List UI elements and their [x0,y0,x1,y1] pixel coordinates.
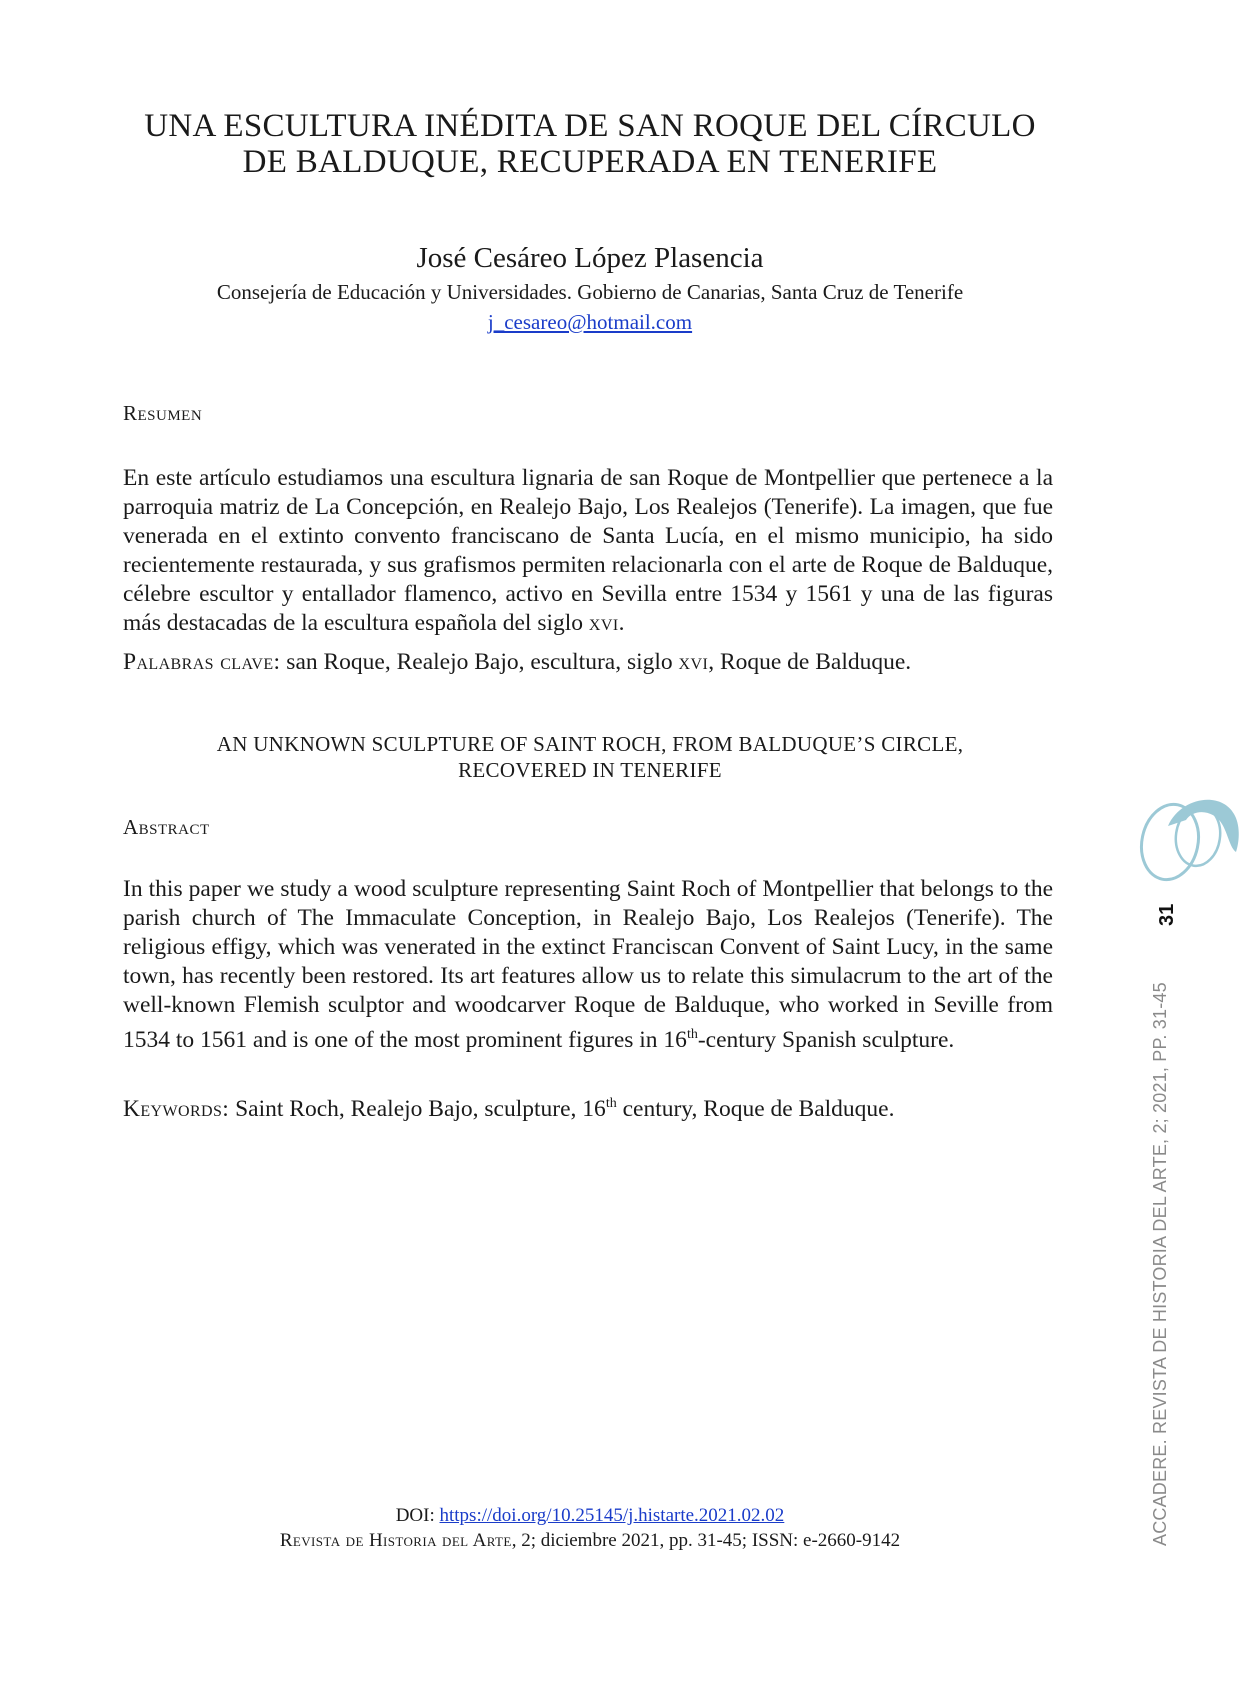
abstract-keywords [123,1089,1053,1124]
abstract-sup: th [686,1027,698,1042]
resumen-body [123,464,1053,638]
page-number: 31 [1156,903,1178,926]
keywords-en-sup: th [605,1096,617,1111]
english-title-line-2: RECOVERED IN TENERIFE [458,758,722,782]
doi-link[interactable]: https://doi.org/10.25145/j.histarte.2021.02.02 [439,1505,785,1526]
abstract-text-end: -century Spanish sculpture. [697,1026,955,1053]
article-title [110,108,1070,180]
journal-logo-icon [1128,790,1240,900]
resumen-keywords [123,648,1053,677]
doi-label: DOI: [395,1505,440,1526]
resumen-text: En este artículo estudiamos una escultura lignaria de san Roque de Montpellier que pertenece a la parroquia matriz de La Concepción, en Realejo Bajo, Los Realejos (Tenerife). La imagen, que fue venerada en el extinto convento franciscano de Santa Lucía, en el mismo municipio, ha sido recientemente restaurada, y sus grafismos permiten relacionarla con el arte de Roque de Balduque, célebre escultor y entallador flamenco, activo en Sevilla entre 1534 y 1561 y una de las figuras más destacadas de la escultura española del siglo [123,465,1053,636]
side-journal-reference: ACCADERE. REVISTA DE HISTORIA DEL ARTE, 2; 2021, PP. 31-45 [1150,982,1170,1546]
keywords-es-post: , Roque de Balduque. [708,649,912,675]
citation-details: , 2; diciembre 2021, pp. 31-45; ISSN: e-2660-9142 [511,1530,901,1551]
author-email [110,310,1070,335]
palabras-clave-label: Palabras clave: [123,649,281,675]
footer-doi [110,1505,1070,1527]
keywords-es-pre: san Roque, Realejo Bajo, escultura, siglo [280,649,679,675]
resumen-heading: Resumen [123,401,203,425]
keywords-label: Keywords: [123,1095,230,1122]
keywords-en-post: century, Roque de Balduque. [616,1095,895,1122]
title-line-2: DE BALDUQUE, RECUPERADA EN TENERIFE [242,144,938,180]
english-title [110,731,1070,783]
resumen-century: xvi [588,610,619,636]
journal-name: Revista de Historia del Arte [279,1530,512,1551]
keywords-es-century: xvi [678,649,709,675]
english-title-line-1: AN UNKNOWN SCULPTURE OF SAINT ROCH, FROM BALDUQUE’S CIRCLE, [216,732,964,756]
resumen-end: . [618,610,625,636]
author-affiliation: Consejería de Educación y Universidades. Gobierno de Canarias, Santa Cruz de Tenerife [216,280,964,304]
abstract-body [123,875,1053,1055]
abstract-text: In this paper we study a wood sculpture representing Saint Roch of Montpellier that belongs to the parish church of The Immaculate Conception, in Realejo Bajo, Los Realejos (Tenerife). The religious effigy, which was venerated in the extinct Franciscan Convent of Saint Lucy, in the same town, has recently been restored. Its art features allow us to relate this simulacrum to the art of the well-known Flemish sculptor and woodcarver Roque de Balduque, who worked in Seville from 1534 to 1561 and is one of the most prominent figures in 16 [123,876,1053,1053]
footer-citation [110,1530,1070,1552]
title-line-1: UNA ESCULTURA INÉDITA DE SAN ROQUE DEL CÍRCULO [144,108,1036,144]
author-name: José Cesáreo López Plasencia [416,242,764,274]
abstract-heading: Abstract [123,815,210,839]
email-link[interactable]: j_cesareo@hotmail.com [487,310,693,334]
keywords-en-pre: Saint Roch, Realejo Bajo, sculpture, 16 [229,1095,606,1122]
